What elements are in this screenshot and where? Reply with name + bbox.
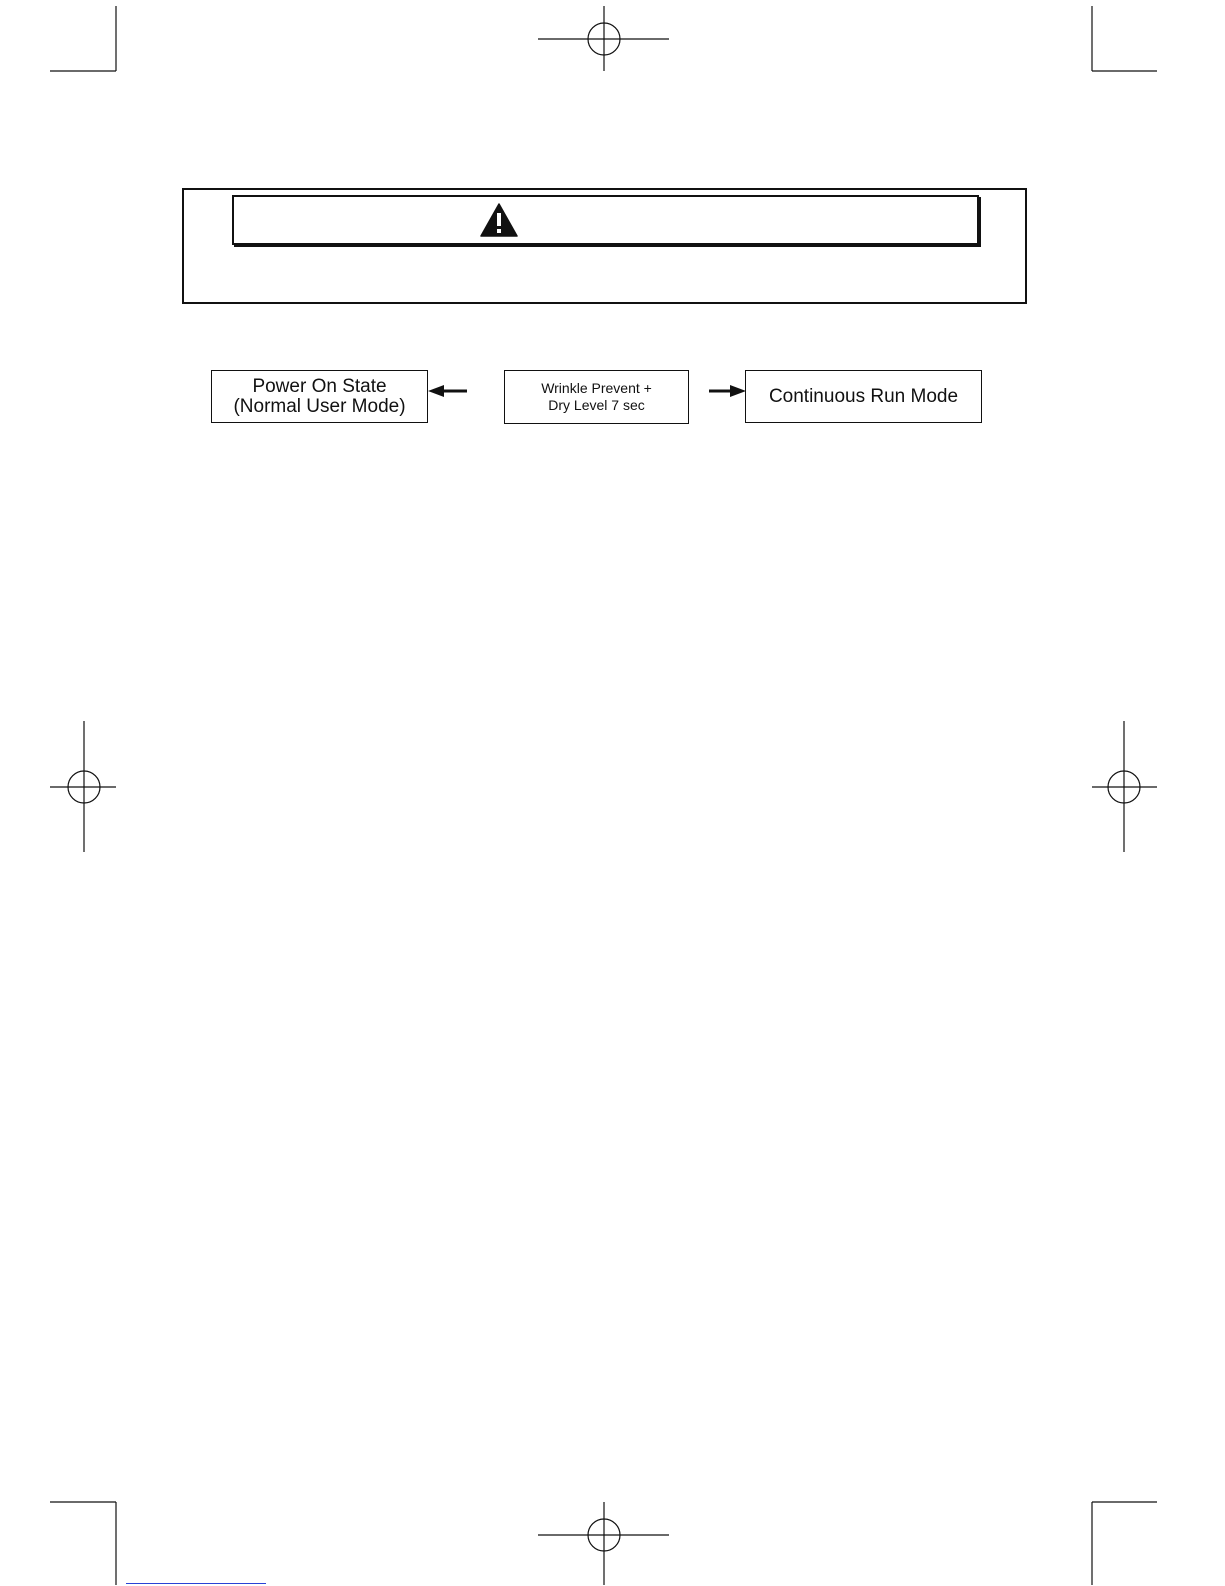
- key-combination-box: [504, 370, 689, 424]
- registration-mark-left: [50, 721, 116, 852]
- registration-mark-right: [1092, 721, 1157, 852]
- power-on-state-line1: Power On State: [252, 375, 387, 397]
- power-on-state-box: [211, 370, 428, 423]
- arrow-left-icon: [428, 382, 468, 400]
- crop-mark-top-right: [1092, 6, 1157, 71]
- power-on-state-line2: (Normal User Mode): [233, 395, 406, 417]
- registration-mark-bottom: [538, 1502, 669, 1585]
- warning-header-bar: [232, 195, 979, 245]
- crop-mark-top-left: [50, 6, 116, 71]
- key-combination-line2: Dry Level 7 sec: [548, 397, 645, 413]
- registration-mark-top: [538, 6, 669, 71]
- warning-panel: [182, 188, 1027, 304]
- crop-mark-bottom-right: [1092, 1502, 1157, 1585]
- continuous-run-mode-box: [745, 370, 982, 423]
- warning-triangle-icon: [480, 203, 518, 237]
- crop-mark-bottom-left: [50, 1502, 116, 1585]
- arrow-right-icon: [708, 382, 746, 400]
- continuous-run-mode-label: Continuous Run Mode: [768, 385, 959, 407]
- key-combination-line1: Wrinkle Prevent +: [541, 380, 652, 397]
